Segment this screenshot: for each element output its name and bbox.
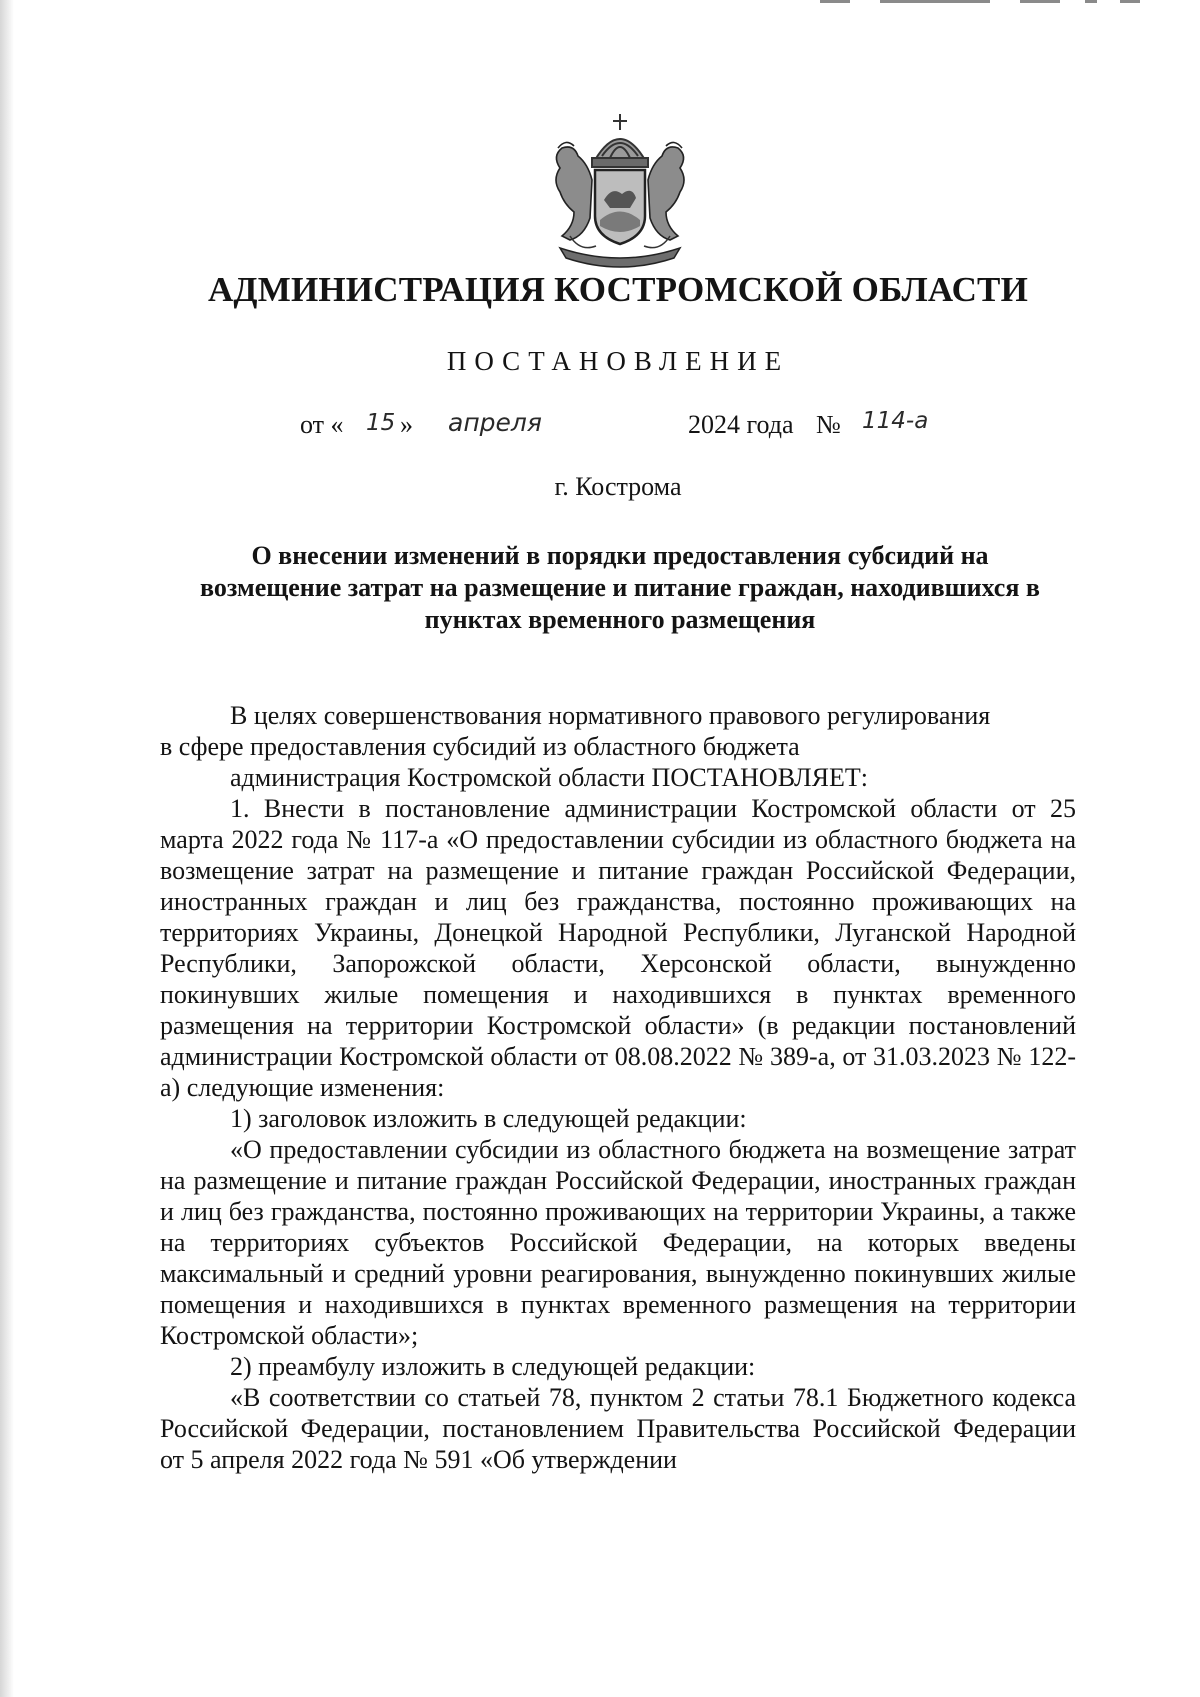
paragraph: в сфере предоставления субсидий из областного бюджета (160, 732, 800, 761)
date-day: 15 (366, 410, 396, 436)
number-sign: № (816, 410, 841, 439)
paragraph: администрация Костромской области ПОСТАНОВЛЯЕТ: (230, 763, 869, 792)
paragraph: 1) заголовок изложить в следующей редакции: (230, 1104, 747, 1133)
document-body (160, 700, 1076, 1475)
city: г. Кострома (554, 472, 682, 501)
paragraph: «О предоставлении субсидии из областного бюджета на возмещение затрат на размещение и питание граждан Российской Федерации, иностранных граждан и лиц без гражданства, постоянно проживающих на территории Украины, а также на территориях субъектов Российской Федерации, на которых введены максимальный и средний уровни реагирования, вынужденно покинувших жилые помещения и находившихся в пунктах временного размещения на территории Костромской области»; (160, 1135, 1076, 1350)
date-month: апреля (448, 408, 542, 437)
paragraph: «В соответствии со статьей 78, пунктом 2 статьи 78.1 Бюджетного кодекса Российской Федерации, постановлением Правительства Российской Федерации от 5 апреля 2022 года № 591 «Об утверждении (160, 1383, 1076, 1474)
paragraph: 1. Внести в постановление администрации Костромской области от 25 марта 2022 года № 117-а «О предоставлении субсидии из областного бюджета на возмещение затрат на размещение и питание граждан Российской Федерации, иностранных граждан и лиц без гражданства, постоянно проживающих на территориях Украины, Донецкой Народной Республики, Луганской Народной Республики, Запорожской области, Херсонской области, вынужденно покинувших жилые помещения и находившихся в пунктах временного размещения на территории Костромской области» (в редакции постановлений администрации Костромской области от 08.08.2022 № 389-а, от 31.03.2023 № 122-а) следующие изменения: (160, 794, 1076, 1102)
date-close-quote: » (400, 410, 413, 439)
paragraph: В целях совершенствования нормативного правового регулирования (230, 701, 991, 730)
document-date-line (160, 408, 1076, 448)
document-subject: О внесении изменений в порядки предоставления субсидий на возмещение затрат на размещение и питание граждан, находившихся в пунктах временного размещения (200, 541, 1040, 634)
document-number: 114-а (862, 408, 929, 434)
scan-left-edge (0, 0, 14, 1697)
organization-title: АДМИНИСТРАЦИЯ КОСТРОМСКОЙ ОБЛАСТИ (207, 270, 1029, 309)
document-type: ПОСТАНОВЛЕНИЕ (446, 346, 790, 376)
date-year: 2024 года (688, 410, 794, 439)
coat-of-arms-icon (540, 108, 700, 268)
date-prefix: от « (300, 410, 344, 439)
paragraph: 2) преамбулу изложить в следующей редакции: (230, 1352, 756, 1381)
document-page (160, 0, 1076, 1697)
